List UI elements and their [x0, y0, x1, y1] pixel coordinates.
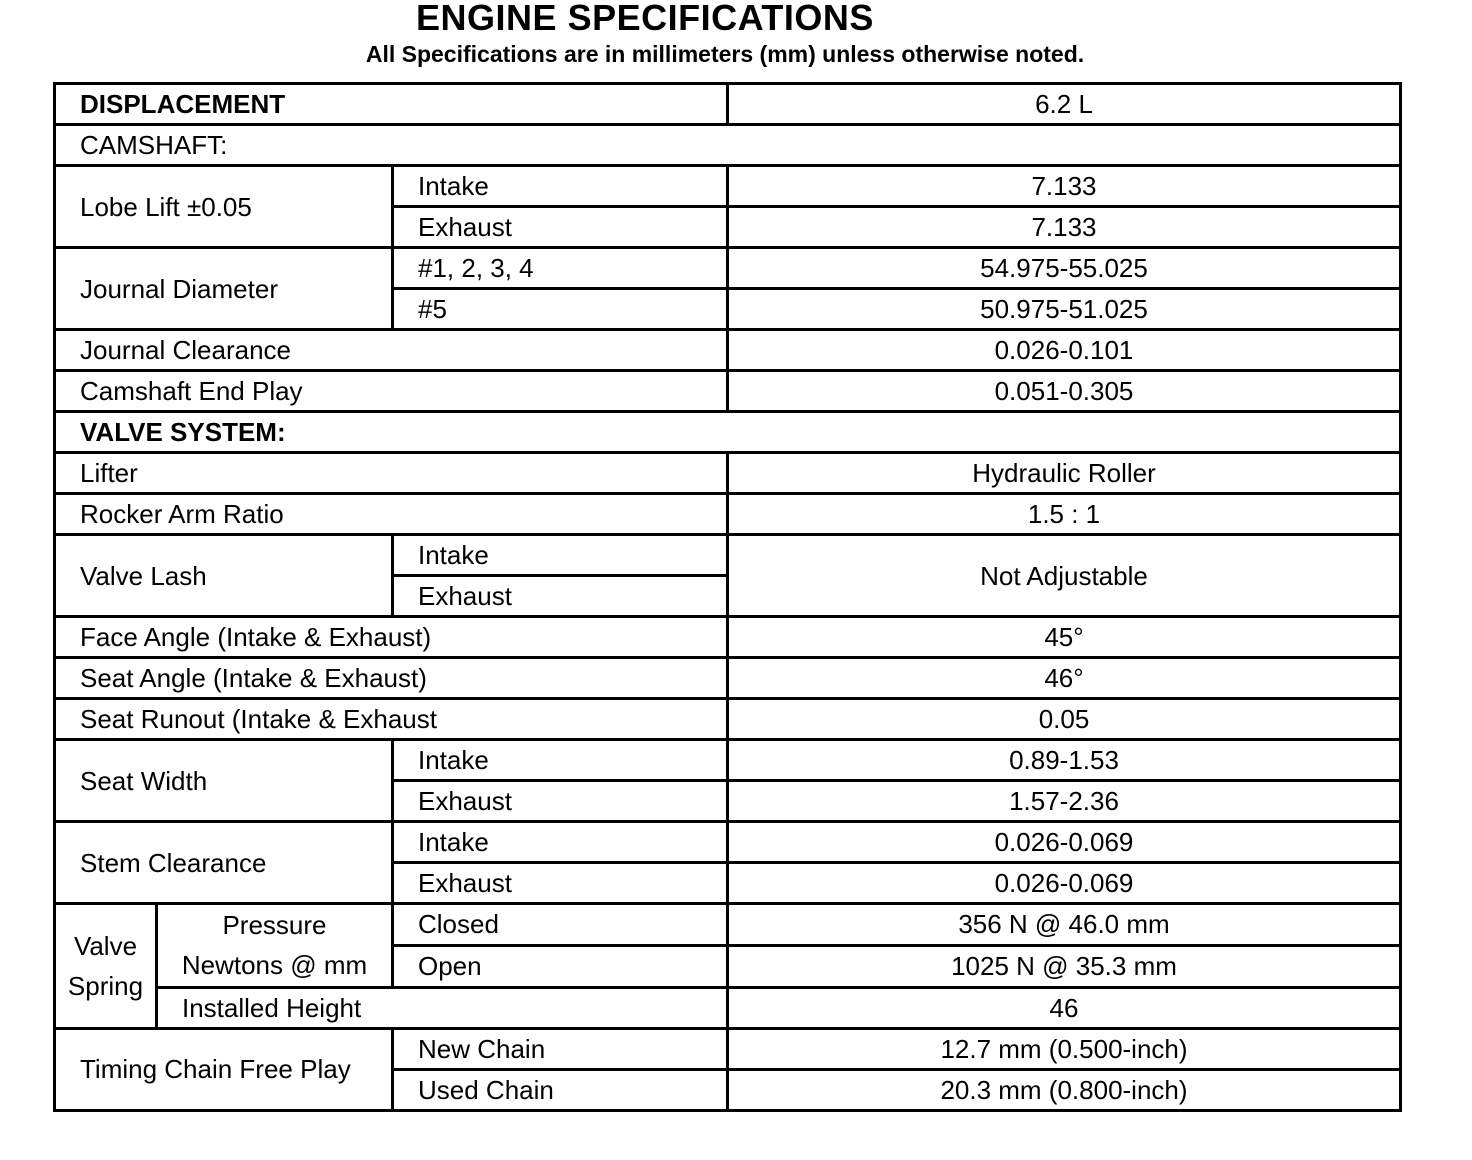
page-subtitle: All Specifications are in millimeters (mm) unless otherwise noted. — [365, 41, 1085, 67]
table-row — [55, 371, 1401, 412]
journal-clearance-label: Journal Clearance — [55, 330, 728, 371]
table-row — [55, 658, 1401, 699]
table-row — [55, 1028, 1401, 1069]
journal-diameter-sub2-value: 50.975-51.025 — [728, 289, 1401, 330]
face-angle-label: Face Angle (Intake & Exhaust) — [55, 617, 728, 658]
lifter-value: Hydraulic Roller — [728, 453, 1401, 494]
valve-spring-label-line1: Valve — [73, 930, 138, 961]
table-row — [55, 412, 1401, 453]
timing-chain-new-value: 12.7 mm (0.500-inch) — [728, 1028, 1401, 1069]
displacement-value: 6.2 L — [728, 84, 1401, 125]
lobe-lift-exhaust-label: Exhaust — [393, 207, 728, 248]
valve-lash-exhaust-label: Exhaust — [393, 576, 728, 617]
pressure-label-line2: Newtons @ mm — [181, 950, 368, 981]
seat-width-exhaust-label: Exhaust — [393, 781, 728, 822]
valve-lash-intake-label: Intake — [393, 535, 728, 576]
seat-width-label: Seat Width — [55, 740, 393, 822]
displacement-label: DISPLACEMENT — [55, 84, 728, 125]
valve-spring-open-label: Open — [393, 945, 728, 987]
pressure-label-line1: Pressure — [222, 910, 327, 940]
camshaft-end-play-value: 0.051-0.305 — [728, 371, 1401, 412]
timing-chain-used-value: 20.3 mm (0.800-inch) — [728, 1069, 1401, 1110]
table-row — [55, 125, 1401, 166]
valve-spring-closed-value: 356 N @ 46.0 mm — [728, 904, 1401, 946]
stem-clearance-exhaust-label: Exhaust — [393, 863, 728, 904]
rocker-arm-ratio-label: Rocker Arm Ratio — [55, 494, 728, 535]
valve-spring-pressure-label — [157, 904, 393, 988]
valve-spring-open-value: 1025 N @ 35.3 mm — [728, 945, 1401, 987]
lobe-lift-exhaust-value: 7.133 — [728, 207, 1401, 248]
timing-chain-used-label: Used Chain — [393, 1069, 728, 1110]
table-row — [55, 248, 1401, 289]
valve-system-section-header: VALVE SYSTEM: — [55, 412, 1401, 453]
table-row — [55, 84, 1401, 125]
stem-clearance-intake-value: 0.026-0.069 — [728, 822, 1401, 863]
table-row — [55, 822, 1401, 863]
table-row — [55, 699, 1401, 740]
stem-clearance-intake-label: Intake — [393, 822, 728, 863]
journal-diameter-sub1-value: 54.975-55.025 — [728, 248, 1401, 289]
table-row — [55, 166, 1401, 207]
stem-clearance-label: Stem Clearance — [55, 822, 393, 904]
timing-chain-new-label: New Chain — [393, 1028, 728, 1069]
table-row — [55, 617, 1401, 658]
valve-spring-label — [55, 904, 157, 1029]
journal-clearance-value: 0.026-0.101 — [728, 330, 1401, 371]
table-row — [55, 740, 1401, 781]
journal-diameter-sub2-label: #5 — [393, 289, 728, 330]
journal-diameter-label: Journal Diameter — [55, 248, 393, 330]
seat-runout-label: Seat Runout (Intake & Exhaust — [55, 699, 728, 740]
seat-angle-label: Seat Angle (Intake & Exhaust) — [55, 658, 728, 699]
journal-diameter-sub1-label: #1, 2, 3, 4 — [393, 248, 728, 289]
installed-height-label: Installed Height — [157, 987, 728, 1028]
timing-chain-label: Timing Chain Free Play — [55, 1028, 393, 1110]
valve-spring-label-line2: Spring — [67, 970, 144, 1001]
table-row — [55, 535, 1401, 576]
seat-width-intake-value: 0.89-1.53 — [728, 740, 1401, 781]
seat-width-intake-label: Intake — [393, 740, 728, 781]
lobe-lift-intake-label: Intake — [393, 166, 728, 207]
valve-lash-value: Not Adjustable — [728, 535, 1401, 617]
seat-width-exhaust-value: 1.57-2.36 — [728, 781, 1401, 822]
lifter-label: Lifter — [55, 453, 728, 494]
camshaft-end-play-label: Camshaft End Play — [55, 371, 728, 412]
table-row — [55, 987, 1401, 1028]
table-row — [55, 453, 1401, 494]
valve-lash-label: Valve Lash — [55, 535, 393, 617]
page-title: ENGINE SPECIFICATIONS — [416, 0, 874, 38]
seat-angle-value: 46° — [728, 658, 1401, 699]
seat-runout-value: 0.05 — [728, 699, 1401, 740]
rocker-arm-ratio-value: 1.5 : 1 — [728, 494, 1401, 535]
face-angle-value: 45° — [728, 617, 1401, 658]
valve-spring-closed-label: Closed — [393, 904, 728, 946]
lobe-lift-label: Lobe Lift ±0.05 — [55, 166, 393, 248]
table-row — [55, 904, 1401, 946]
table-row — [55, 330, 1401, 371]
table-row — [55, 494, 1401, 535]
lobe-lift-intake-value: 7.133 — [728, 166, 1401, 207]
camshaft-section-header: CAMSHAFT: — [55, 125, 1401, 166]
stem-clearance-exhaust-value: 0.026-0.069 — [728, 863, 1401, 904]
spec-table — [53, 82, 1402, 1112]
installed-height-value: 46 — [728, 987, 1401, 1028]
